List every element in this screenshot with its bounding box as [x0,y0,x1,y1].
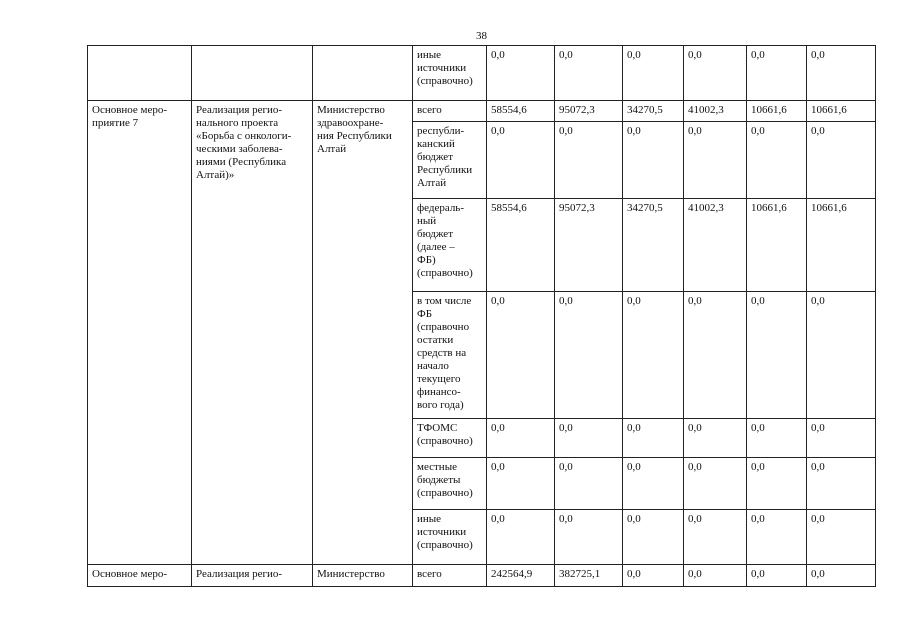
value-cell-1-text: 0,0 [491,295,505,307]
value-cell-3 [623,458,684,510]
project-cell [192,46,313,101]
funding-source-cell [413,419,487,458]
funding-source-cell-text: в том числе ФБ (справочно остатки средств на начало текущего финансо- вого года) [417,295,472,411]
value-cell-1 [487,101,555,122]
value-cell-3 [623,419,684,458]
value-cell-1 [487,292,555,419]
table-row [88,46,876,101]
value-cell-2-text: 0,0 [559,49,573,61]
value-cell-1-text: 0,0 [491,513,505,525]
table-row [88,101,876,122]
value-cell-5 [747,510,807,565]
value-cell-1 [487,510,555,565]
activity-cell-text: Основное меро- приятие 7 [92,104,168,129]
value-cell-4 [684,199,747,292]
funding-source-cell-text: республи- канский бюджет Республики Алтай [417,125,473,189]
value-cell-4 [684,565,747,587]
value-cell-2-text: 0,0 [559,422,573,434]
value-cell-5-text: 0,0 [751,295,765,307]
funding-source-cell-text: федераль- ный бюджет (далее – ФБ) (справочно) [417,202,473,279]
value-cell-2 [555,101,623,122]
value-cell-6 [807,46,876,101]
value-cell-3-text: 0,0 [627,295,641,307]
executor-cell-text: Министерство [317,568,385,580]
value-cell-3-text: 0,0 [627,422,641,434]
value-cell-1-text: 0,0 [491,422,505,434]
value-cell-1-text: 58554,6 [491,202,527,214]
value-cell-5-text: 0,0 [751,49,765,61]
project-cell [192,565,313,587]
value-cell-6 [807,565,876,587]
funding-source-cell [413,122,487,199]
value-cell-2 [555,46,623,101]
funding-source-cell [413,199,487,292]
value-cell-6-text: 0,0 [811,295,825,307]
activity-cell [88,565,192,587]
value-cell-4-text: 41002,3 [688,202,724,214]
value-cell-5-text: 10661,6 [751,104,787,116]
executor-cell [313,46,413,101]
value-cell-6-text: 0,0 [811,461,825,473]
funding-source-cell [413,565,487,587]
funding-source-cell [413,46,487,101]
value-cell-5-text: 10661,6 [751,202,787,214]
value-cell-4 [684,101,747,122]
value-cell-2 [555,122,623,199]
project-cell-text: Реализация регио- [196,568,283,580]
value-cell-3-text: 0,0 [627,513,641,525]
value-cell-6 [807,458,876,510]
value-cell-2 [555,419,623,458]
value-cell-6 [807,292,876,419]
value-cell-4-text: 0,0 [688,295,702,307]
value-cell-1 [487,199,555,292]
value-cell-6-text: 0,0 [811,125,825,137]
value-cell-2 [555,565,623,587]
executor-cell-text: Министерство здравоохране- ния Республики Алтай [317,104,392,155]
value-cell-5-text: 0,0 [751,422,765,434]
value-cell-3 [623,292,684,419]
value-cell-1-text: 58554,6 [491,104,527,116]
funding-source-cell [413,510,487,565]
funding-source-cell-text: иные источники (справочно) [417,513,473,551]
value-cell-3-text: 0,0 [627,568,641,580]
funding-source-cell-text: всего [417,104,442,116]
value-cell-5 [747,565,807,587]
funding-source-cell [413,458,487,510]
funding-source-cell [413,101,487,122]
value-cell-3-text: 0,0 [627,461,641,473]
value-cell-3 [623,101,684,122]
value-cell-4-text: 0,0 [688,461,702,473]
table-row [88,565,876,587]
value-cell-5-text: 0,0 [751,125,765,137]
value-cell-6-text: 10661,6 [811,202,847,214]
value-cell-1 [487,419,555,458]
value-cell-2-text: 0,0 [559,295,573,307]
value-cell-4 [684,510,747,565]
value-cell-4 [684,122,747,199]
value-cell-5-text: 0,0 [751,461,765,473]
value-cell-5 [747,419,807,458]
value-cell-3-text: 34270,5 [627,104,663,116]
value-cell-4 [684,46,747,101]
value-cell-2 [555,510,623,565]
value-cell-1 [487,46,555,101]
executor-cell [313,565,413,587]
value-cell-1 [487,565,555,587]
funding-source-cell-text: иные источники (справочно) [417,49,473,87]
page-number: 38 [476,30,487,42]
value-cell-1 [487,458,555,510]
value-cell-2-text: 0,0 [559,513,573,525]
activity-cell [88,101,192,565]
value-cell-2 [555,292,623,419]
funding-source-cell-text: всего [417,568,442,580]
value-cell-2-text: 95072,3 [559,104,595,116]
value-cell-4-text: 41002,3 [688,104,724,116]
value-cell-1-text: 242564,9 [491,568,533,580]
value-cell-5-text: 0,0 [751,513,765,525]
value-cell-6 [807,101,876,122]
value-cell-6 [807,510,876,565]
value-cell-4-text: 0,0 [688,49,702,61]
value-cell-3-text: 34270,5 [627,202,663,214]
funding-source-cell [413,292,487,419]
executor-cell [313,101,413,565]
value-cell-6-text: 0,0 [811,513,825,525]
value-cell-3 [623,122,684,199]
value-cell-3-text: 0,0 [627,125,641,137]
value-cell-1 [487,122,555,199]
funding-source-cell-text: местные бюджеты (справочно) [417,461,473,499]
activity-cell [88,46,192,101]
value-cell-2-text: 0,0 [559,125,573,137]
value-cell-6-text: 0,0 [811,568,825,580]
value-cell-2-text: 0,0 [559,461,573,473]
value-cell-3-text: 0,0 [627,49,641,61]
value-cell-2-text: 95072,3 [559,202,595,214]
value-cell-6 [807,419,876,458]
value-cell-5 [747,101,807,122]
value-cell-5-text: 0,0 [751,568,765,580]
value-cell-5 [747,46,807,101]
value-cell-2 [555,199,623,292]
value-cell-3 [623,46,684,101]
value-cell-5 [747,458,807,510]
value-cell-3 [623,510,684,565]
value-cell-5 [747,292,807,419]
value-cell-5 [747,122,807,199]
value-cell-6-text: 0,0 [811,49,825,61]
value-cell-4 [684,419,747,458]
value-cell-6-text: 10661,6 [811,104,847,116]
funding-source-cell-text: ТФОМС (справочно) [417,422,473,447]
value-cell-5 [747,199,807,292]
value-cell-2 [555,458,623,510]
value-cell-6 [807,122,876,199]
value-cell-3 [623,565,684,587]
value-cell-4-text: 0,0 [688,125,702,137]
value-cell-4 [684,458,747,510]
value-cell-1-text: 0,0 [491,461,505,473]
project-cell-text: Реализация регио- нального проекта «Борьба с онкологи- ческими заболева- ниями (Республика Алтай)» [196,104,292,181]
value-cell-4-text: 0,0 [688,422,702,434]
value-cell-4 [684,292,747,419]
budget-table [87,45,876,587]
value-cell-3 [623,199,684,292]
value-cell-1-text: 0,0 [491,49,505,61]
value-cell-4-text: 0,0 [688,568,702,580]
value-cell-4-text: 0,0 [688,513,702,525]
project-cell [192,101,313,565]
value-cell-2-text: 382725,1 [559,568,601,580]
value-cell-6 [807,199,876,292]
activity-cell-text: Основное меро- [92,568,168,580]
value-cell-6-text: 0,0 [811,422,825,434]
value-cell-1-text: 0,0 [491,125,505,137]
